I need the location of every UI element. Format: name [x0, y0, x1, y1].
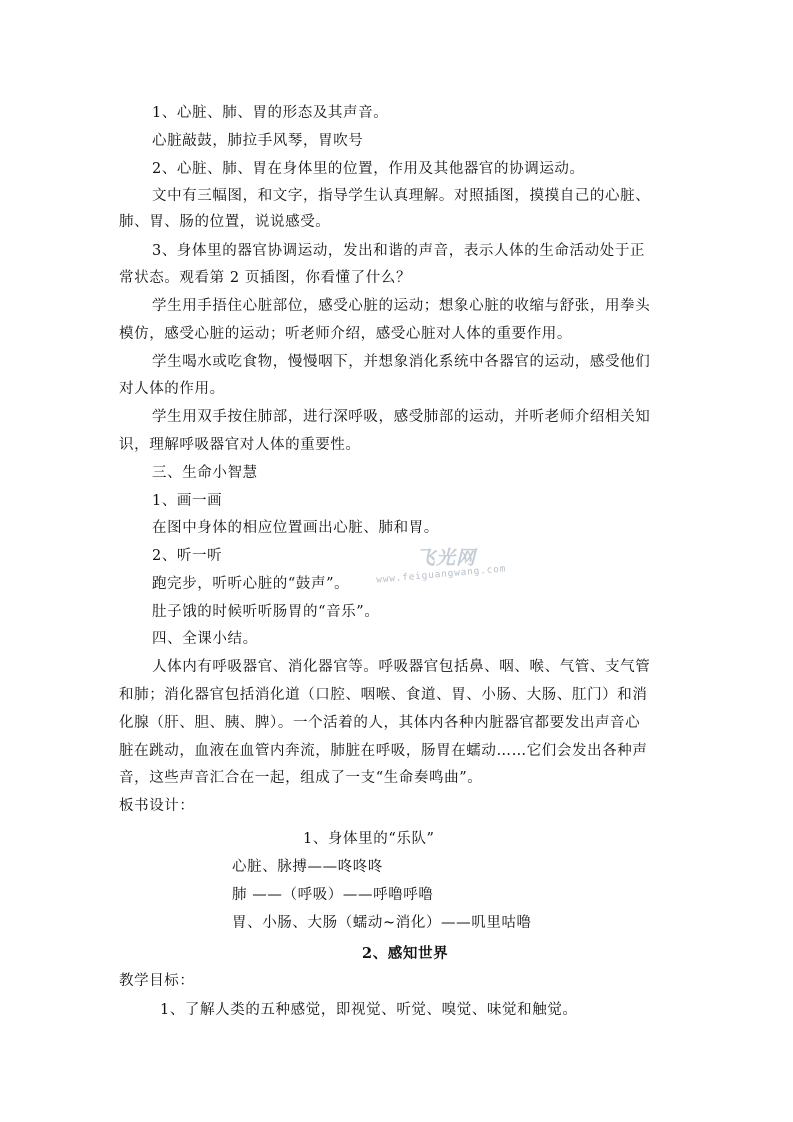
paragraph-line-10: 学生喝水或吃食物，慢慢咽下，并想象消化系统中各器官的运动，感受他们 [152, 354, 651, 370]
paragraph-line-5: 肺、胃、肠的位置，说说感受。 [119, 214, 331, 230]
board-design-label: 板书设计： [119, 798, 195, 814]
paragraph-line-13: 识，理解呼吸器官对人体的重要性。 [119, 437, 361, 453]
watermark [375, 543, 507, 593]
summary-line-2: 和肺；消化器官包括消化道（口腔、咽喉、食道、胃、小肠、大肠、肛门）和消 [119, 687, 648, 703]
paragraph-line-9: 模仿，感受心脏的运动；听老师介绍，感受心脏对人体的重要作用。 [119, 326, 572, 342]
board-design-title: 1、身体里的“乐队” [303, 831, 435, 847]
watermark-url: www.feiguangwang.com [375, 563, 507, 586]
section-line-1: 1、心脏、肺、胃的形态及其声音。 [152, 105, 389, 121]
subsection-draw: 1、画一画 [152, 493, 223, 509]
section-heading-4: 四、全课小结。 [152, 631, 258, 647]
paragraph-listen-2: 肚子饿的时候听听肠胃的“音乐”。 [152, 604, 380, 620]
paragraph-line-6: 3、身体里的器官协调运动，发出和谐的声音，表示人体的生命活动处于正 [152, 243, 646, 259]
summary-line-3: 化腺（肝、胆、胰、脾）。一个活着的人，其体内各种内脏器官都要发出声音心 [119, 715, 641, 731]
board-design-line-2: 肺 ——（呼吸）——呼噜呼噜 [232, 887, 434, 903]
board-design-line-3: 胃、小肠、大肠（蠕动~消化）——叽里咕噜 [232, 915, 532, 931]
section-heading-3: 三、生命小智慧 [152, 465, 258, 481]
paragraph-draw: 在图中身体的相应位置画出心脏、肺和胃。 [152, 520, 439, 536]
paragraph-line-8: 学生用手捂住心脏部位，感受心脏的运动；想象心脏的收缩与舒张，用拳头 [152, 298, 651, 314]
paragraph-line-7: 常状态。观看第 2 页插图，你看懂了什么？ [119, 270, 412, 286]
summary-line-5: 音，这些声音汇合在一起，组成了一支“生命奏鸣曲”。 [119, 770, 483, 786]
paragraph-line-12: 学生用双手按住肺部，进行深呼吸，感受肺部的运动，并听老师介绍相关知 [152, 409, 651, 425]
paragraph-line-4: 文中有三幅图，和文字，指导学生认真理解。对照插图，摸摸自己的心脏、 [152, 188, 651, 204]
summary-line-4: 脏在跳动，血液在血管内奔流，肺脏在呼吸，肠胃在蠕动……它们会发出各种声 [119, 743, 648, 759]
paragraph-listen-1: 跑完步，听听心脏的“鼓声”。 [152, 576, 350, 592]
watermark-logo: 飞光网 [416, 547, 477, 569]
paragraph-line-11: 对人体的作用。 [119, 381, 225, 397]
lesson-title: 2、感知世界 [362, 945, 449, 962]
section-line-3: 2、心脏、肺、胃在身体里的位置，作用及其他器官的协调运动。 [152, 161, 585, 177]
board-design-line-1: 心脏、脉搏——咚咚咚 [232, 859, 383, 875]
summary-line-1: 人体内有呼吸器官、消化器官等。呼吸器官包括鼻、咽、喉、气管、支气管 [152, 659, 651, 675]
section-line-2: 心脏敲鼓，肺拉手风琴，胃吹号 [152, 133, 364, 149]
subsection-listen: 2、听一听 [152, 548, 223, 564]
teaching-goal-1: 1、了解人类的五种感觉，即视觉、听觉、嗅觉、味觉和触觉。 [160, 1002, 578, 1018]
teaching-goals-label: 教学目标： [119, 973, 195, 989]
